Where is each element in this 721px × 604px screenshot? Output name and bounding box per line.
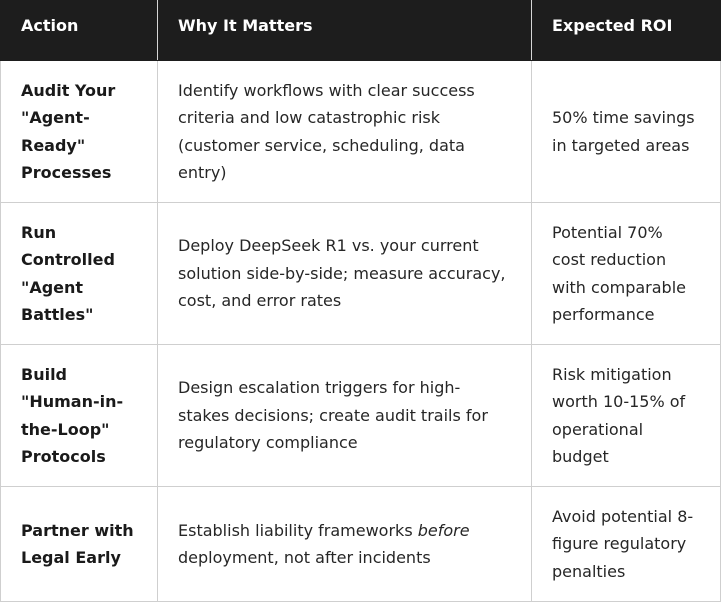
roi-cell: 50% time savings in targeted areas [532, 61, 721, 203]
roi-cell: Potential 70% cost reduction with comparable performance [532, 203, 721, 345]
header-row [1, 1, 721, 61]
table-row [1, 487, 721, 602]
table-row [1, 61, 721, 203]
header-expected-roi: Expected ROI [532, 1, 721, 61]
action-cell: Run Controlled "Agent Battles" [1, 203, 158, 345]
why-text-emphasis: before [417, 520, 470, 540]
roi-cell: Risk mitigation worth 10-15% of operational budget [532, 345, 721, 487]
action-cell: Partner with Legal Early [1, 487, 158, 602]
why-cell: Identify workflows with clear success criteria and low catastrophic risk (customer service, scheduling, data entry) [158, 61, 532, 203]
why-cell: Deploy DeepSeek R1 vs. your current solution side-by-side; measure accuracy, cost, and error rates [158, 203, 532, 345]
action-cell: Build "Human-in-the-Loop" Protocols [1, 345, 158, 487]
table-row [1, 203, 721, 345]
why-text-post: deployment, not after incidents [178, 548, 431, 567]
roi-cell: Avoid potential 8-figure regulatory penalties [532, 487, 721, 602]
table-body [1, 61, 721, 602]
header-action: Action [1, 1, 158, 61]
why-text-pre: Establish liability frameworks [178, 520, 418, 540]
action-cell: Audit Your "Agent-Ready" Processes [1, 61, 158, 203]
header-why-it-matters: Why It Matters [158, 1, 532, 61]
table-header [1, 1, 721, 61]
why-cell [158, 487, 532, 602]
table-row [1, 345, 721, 487]
why-cell: Design escalation triggers for high-stakes decisions; create audit trails for regulatory compliance [158, 345, 532, 487]
